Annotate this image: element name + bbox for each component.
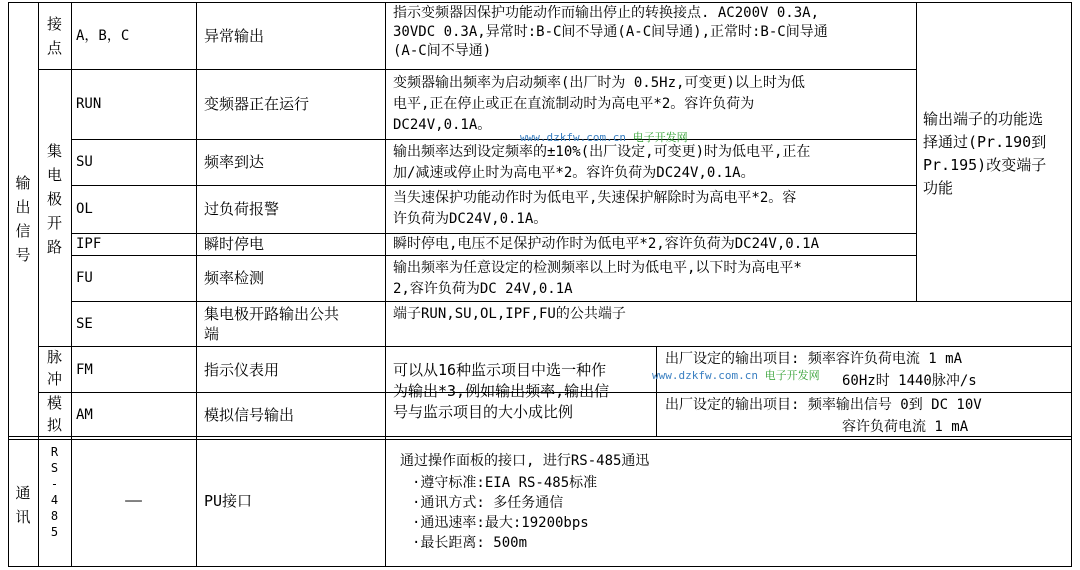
group-char: S — [50, 461, 59, 475]
desc-line: 指示变频器因保护功能动作而输出停止的转换接点. AC200V 0.3A, — [393, 5, 820, 21]
terminal-name — [204, 304, 339, 344]
terminal-symbol: OL — [76, 201, 93, 217]
row-description — [393, 235, 915, 254]
desc-line: 加/减速或停止时为高电平*2。容许负荷为DC24V,0.1A。 — [393, 165, 755, 181]
group-char: 点 — [46, 39, 62, 57]
group-pulse — [38, 346, 71, 390]
desc-line: 为输出*3,例如输出频率,输出信 — [393, 382, 610, 400]
watermark-site: 电子开发网 — [764, 369, 820, 382]
group-char: 极 — [46, 190, 62, 208]
note-line: 输出端子的功能选 — [923, 110, 1044, 128]
terminal-symbol: FU — [76, 270, 93, 286]
desc-line: 变频器输出频率为启动频率(出厂时为 0.5Hz,可变更)以上时为低 — [393, 75, 805, 91]
spec-line: 出厂设定的输出项目: 频率容许负荷电流 1 mA — [665, 351, 962, 367]
pu-interface-description — [400, 451, 1060, 553]
group-char: 冲 — [46, 370, 62, 388]
meter-output-description — [393, 360, 655, 423]
name-line: 端 — [204, 325, 220, 343]
category-char: 讯 — [15, 508, 31, 526]
note-line: Pr.195)改变端子 — [923, 156, 1047, 174]
terminal-symbol: SE — [76, 316, 93, 332]
group-char: 路 — [46, 238, 62, 256]
note-line: 功能 — [923, 179, 954, 197]
watermark — [652, 369, 820, 383]
watermark-site: 电子开发网 — [632, 131, 688, 144]
am-output-spec — [665, 396, 1069, 437]
desc-line: 号与监示项目的大小成比例 — [393, 403, 574, 421]
function-selection-note — [923, 108, 1069, 200]
desc-line: 许负荷为DC24V,0.1A。 — [393, 211, 548, 227]
group-char: 5 — [50, 525, 59, 539]
watermark — [520, 131, 688, 145]
terminal-name: 变频器正在运行 — [204, 95, 310, 113]
group-char: 接 — [46, 15, 62, 33]
pu-bullet: ·通讯方式: 多任务通信 — [412, 495, 564, 511]
terminal-symbol: RUN — [76, 96, 102, 112]
terminal-name: 指示仪表用 — [204, 361, 280, 379]
watermark-url: www.dzkfw.com.cn — [652, 369, 758, 382]
terminal-name: 过负荷报警 — [204, 200, 280, 218]
group-open-collector — [38, 139, 71, 259]
pu-intro: 通过操作面板的接口, 进行RS-485通迅 — [400, 453, 650, 469]
group-char: 8 — [50, 509, 59, 523]
desc-line: 可以从16种监示项目中选一种作 — [393, 361, 607, 379]
note-line: 择通过(Pr.190到 — [923, 133, 1047, 151]
group-rs485 — [38, 444, 71, 540]
category-char: 号 — [15, 246, 31, 264]
terminal-symbol: —— — [125, 493, 142, 509]
row-description — [393, 73, 915, 136]
terminal-name: 瞬时停电 — [204, 235, 265, 253]
group-contact — [38, 12, 71, 60]
watermark-url: www.dzkfw.com.cn — [520, 131, 626, 144]
row-description — [393, 142, 915, 184]
category-char: 通 — [15, 484, 31, 502]
terminal-name: 模拟信号输出 — [204, 406, 295, 424]
pu-bullet: ·最长距离: 500m — [412, 535, 528, 551]
group-char: 拟 — [46, 416, 62, 434]
terminal-name: 频率到达 — [204, 153, 265, 171]
terminal-name: 异常输出 — [204, 27, 265, 45]
group-char: 4 — [50, 493, 59, 507]
comm-category — [8, 481, 38, 529]
group-char: 模 — [46, 394, 62, 412]
pu-bullet: ·遵守标准:EIA RS-485标准 — [412, 475, 598, 491]
row-description — [393, 258, 915, 300]
row-description — [393, 4, 915, 61]
desc-line: (A-C间不导通) — [393, 43, 492, 59]
spec-line: 出厂设定的输出项目: 频率输出信号 0到 DC 10V — [665, 397, 982, 413]
output-signal-category — [8, 171, 38, 267]
group-char: 开 — [46, 214, 62, 232]
spec-line: 60Hz时 1440脉冲/s — [842, 373, 977, 389]
terminal-symbol: SU — [76, 154, 93, 170]
category-char: 信 — [15, 222, 31, 240]
group-char: R — [50, 445, 59, 459]
terminal-symbol: IPF — [76, 236, 102, 252]
terminal-name: 频率检测 — [204, 269, 265, 287]
group-char: 集 — [46, 142, 62, 160]
desc-line: 2,容许负荷为DC 24V,0.1A — [393, 281, 573, 297]
pu-bullet: ·通迅速率:最大:19200bps — [412, 515, 589, 531]
desc-line: 瞬时停电,电压不足保护动作时为低电平*2,容许负荷为DC24V,0.1A — [393, 236, 820, 252]
group-char: 电 — [46, 166, 62, 184]
row-description — [393, 305, 1063, 324]
name-line: 集电极开路输出公共 — [204, 305, 340, 323]
category-char: 输 — [15, 174, 31, 192]
group-char: 脉 — [46, 348, 62, 366]
group-char: - — [50, 477, 59, 491]
desc-line: 端子RUN,SU,OL,IPF,FU的公共端子 — [393, 306, 626, 322]
category-char: 出 — [15, 198, 31, 216]
desc-line: DC24V,0.1A。 — [393, 117, 492, 133]
terminal-symbol: AM — [76, 407, 93, 423]
terminal-symbol: A，B，C — [76, 28, 130, 44]
desc-line: 输出频率达到设定频率的±10%(出厂设定,可变更)时为低电平,正在 — [393, 144, 811, 160]
terminal-name: PU接口 — [204, 492, 253, 510]
desc-line: 输出频率为任意设定的检测频率以上时为低电平,以下时为高电平* — [393, 260, 802, 276]
row-description — [393, 188, 915, 230]
terminal-symbol: FM — [76, 362, 93, 378]
desc-line: 30VDC 0.3A,异常时:B-C间不导通(A-C间导通),正常时:B-C间导通 — [393, 24, 828, 40]
group-analog — [38, 392, 71, 436]
spec-line: 容许负荷电流 1 mA — [842, 419, 969, 435]
desc-line: 当失速保护功能动作时为低电平,失速保护解除时为高电平*2。容 — [393, 190, 797, 206]
desc-line: 电平,正在停止或正在直流制动时为高电平*2。容许负荷为 — [393, 96, 755, 112]
